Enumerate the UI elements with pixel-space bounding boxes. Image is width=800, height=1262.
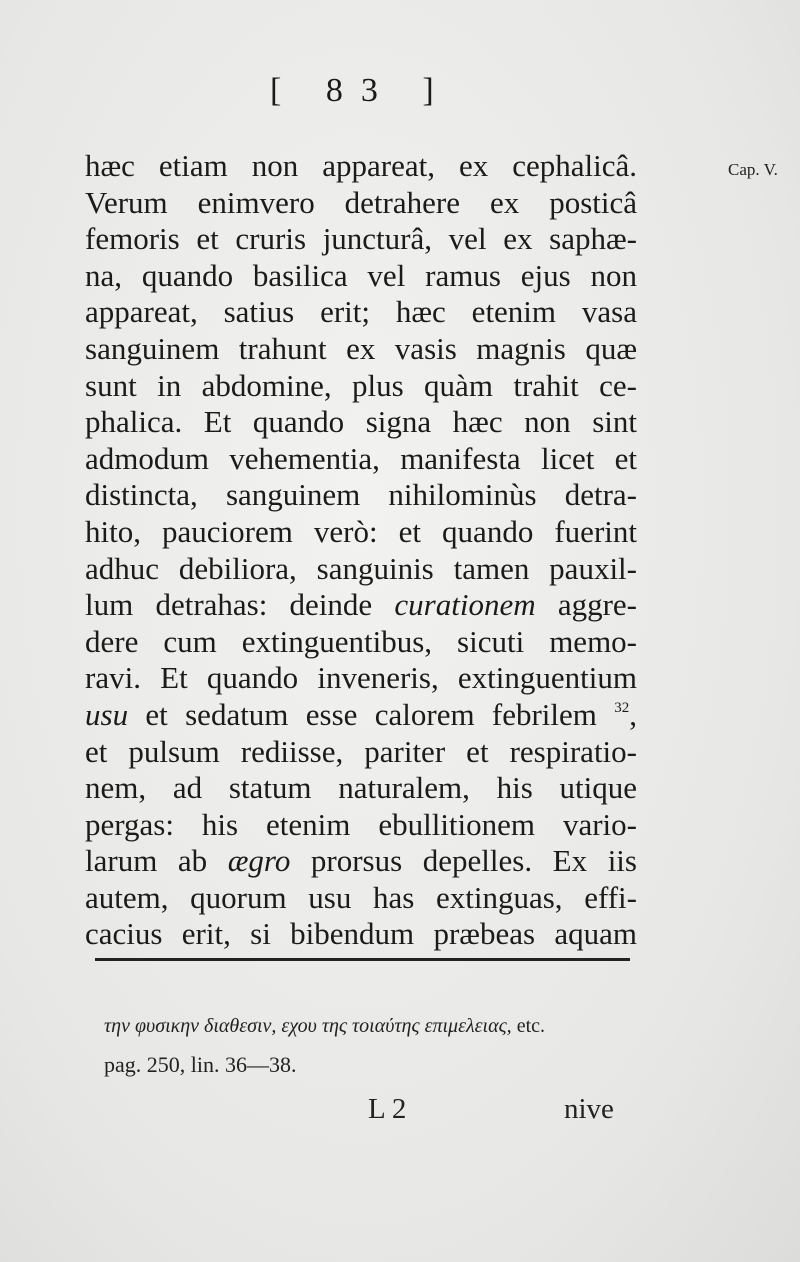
chapter-margin-note: Cap. V. bbox=[728, 160, 778, 179]
text-line: distincta, sanguinem nihilominùs detra- bbox=[85, 477, 637, 513]
italic-term: curationem bbox=[394, 587, 536, 623]
footnote-reference: pag. 250, lin. 36—38. bbox=[104, 1052, 297, 1077]
text-line: et pulsum rediisse, pariter et respiratio- bbox=[85, 733, 637, 769]
text-line: dere cum extinguentibus, sicuti memo- bbox=[85, 623, 637, 659]
text-line: pergas: his etenim ebullitionem vario- bbox=[85, 806, 637, 842]
text-line: cacius erit, si bibendum præbeas aquam bbox=[85, 916, 637, 952]
text-line: autem, quorum usu has extinguas, effi- bbox=[85, 879, 637, 915]
text-line: sanguinem trahunt ex vasis magnis quæ bbox=[85, 330, 637, 366]
italic-term: ægro bbox=[227, 843, 291, 879]
text-line: sunt in abdomine, plus quàm trahit ce- bbox=[85, 367, 637, 403]
text-line: usu et sedatum esse calorem febrilem $^{32}$, bbox=[85, 696, 637, 732]
text-line: femoris et cruris juncturâ, vel ex saphæ- bbox=[85, 221, 637, 257]
footnote-rule bbox=[95, 958, 630, 961]
text-line: na, quando basilica vel ramus ejus non bbox=[85, 257, 637, 293]
text-line: ravi. Et quando inveneris, extinguentium bbox=[85, 660, 637, 696]
italic-term: usu bbox=[85, 696, 129, 732]
text-line: appareat, satius erit; hæc etenim vasa bbox=[85, 294, 637, 330]
text-line: adhuc debiliora, sanguinis tamen pauxil- bbox=[85, 550, 637, 586]
text-line: hito, pauciorem verò: et quando fuerint bbox=[85, 513, 637, 549]
text-line: admodum vehementia, manifesta licet et bbox=[85, 440, 637, 476]
text-line: larum ab ægro prorsus depelles. Ex iis bbox=[85, 843, 637, 879]
footnote-marker: 32 bbox=[614, 699, 630, 716]
signature-mark: L 2 bbox=[368, 1093, 407, 1125]
catchword: nive bbox=[564, 1093, 614, 1125]
footnote-greek-text: την φυσικην διαθεσιν, εχου της τοιαύτης επιμελειας, etc. bbox=[104, 1015, 545, 1037]
text-line: lum detrahas: deinde curationem aggre- bbox=[85, 587, 637, 623]
text-line: Verum enimvero detrahere ex posticâ bbox=[85, 184, 637, 220]
text-line: hæc etiam non appareat, ex cephalicâ. bbox=[85, 148, 637, 183]
text-line: phalica. Et quando signa hæc non sint bbox=[85, 404, 637, 440]
page-number: [ 83 ] bbox=[270, 72, 452, 109]
text-line: nem, ad statum naturalem, his utique bbox=[85, 770, 637, 806]
main-text bbox=[85, 148, 637, 953]
